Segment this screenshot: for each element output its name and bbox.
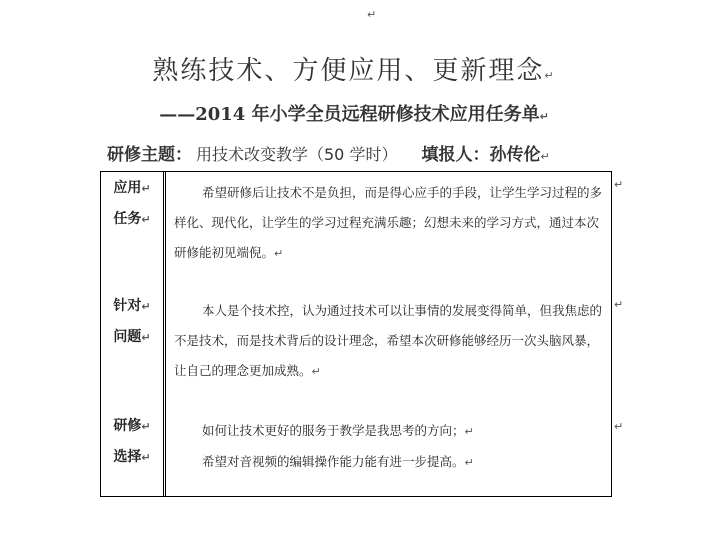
paragraph-mark: ↵	[539, 110, 549, 123]
row-header	[101, 410, 166, 496]
paragraph-mark: ↵	[274, 247, 284, 260]
paragraph-mark: ↵	[544, 69, 556, 82]
content-paragraph	[174, 296, 603, 387]
meta-line	[107, 140, 550, 165]
row-content	[166, 290, 611, 410]
paragraph-mark: ↵	[367, 8, 377, 21]
paragraph-mark: ↵	[141, 451, 151, 464]
paragraph-mark: ↵	[311, 365, 321, 378]
topic-label: 研修主题：	[107, 145, 192, 165]
paragraph-text: 希望对音视频的编辑操作能力能有进一步提高。	[202, 454, 465, 469]
row-header	[101, 172, 166, 290]
subtitle-text: ——2014 年小学全员远程研修技术应用任务单	[159, 104, 540, 125]
content-paragraph	[174, 447, 603, 478]
content-paragraph	[174, 416, 603, 447]
row-header-line: 针对	[113, 298, 142, 314]
paragraph-text: 本人是个技术控，认为通过技术可以让事情的发展变得简单，但我焦虑的不是技术，而是技术背后的设计理念，希望本次研修能够经历一次头脑风暴，让自己的理念更加成熟。	[174, 303, 603, 378]
paragraph-mark: ↵	[141, 420, 151, 433]
paragraph-mark: ↵	[141, 300, 151, 313]
document-subtitle	[0, 100, 708, 126]
paragraph-mark: ↵	[464, 425, 474, 438]
task-table	[100, 171, 612, 497]
paragraph-mark: ↵	[464, 456, 474, 469]
content-paragraph	[174, 178, 603, 269]
paragraph-text: 希望研修后让技术不是负担，而是得心应手的手段，让学生学习过程的多样化、现代化，让学生的学习过程充满乐趣；幻想未来的学习方式，通过本次研修能初见端倪。	[174, 185, 603, 260]
paragraph-mark: ↵	[141, 331, 151, 344]
row-end-mark: ↵	[614, 298, 624, 311]
row-header-line: 任务	[113, 211, 142, 227]
document-title	[0, 50, 708, 87]
table-row	[101, 410, 611, 496]
row-content	[166, 410, 611, 496]
reporter-label: 填报人：孙传伦	[421, 145, 541, 165]
paragraph-mark: ↵	[141, 213, 151, 226]
row-end-mark: ↵	[614, 178, 624, 191]
row-end-mark: ↵	[614, 420, 624, 433]
row-header	[101, 290, 166, 410]
row-header-line: 应用	[113, 180, 142, 196]
row-header-line: 问题	[113, 329, 142, 345]
paragraph-mark: ↵	[141, 182, 151, 195]
paragraph-text: 如何让技术更好的服务于教学是我思考的方向；	[202, 423, 465, 438]
table-row	[101, 172, 611, 290]
table-row	[101, 290, 611, 410]
topic-value: 用技术改变教学（50 学时）	[196, 145, 398, 164]
row-content	[166, 172, 611, 290]
row-header-line: 研修	[113, 418, 142, 434]
row-header-line: 选择	[113, 449, 142, 465]
paragraph-mark: ↵	[540, 150, 550, 163]
title-text: 熟练技术、方便应用、更新理念	[152, 56, 545, 86]
